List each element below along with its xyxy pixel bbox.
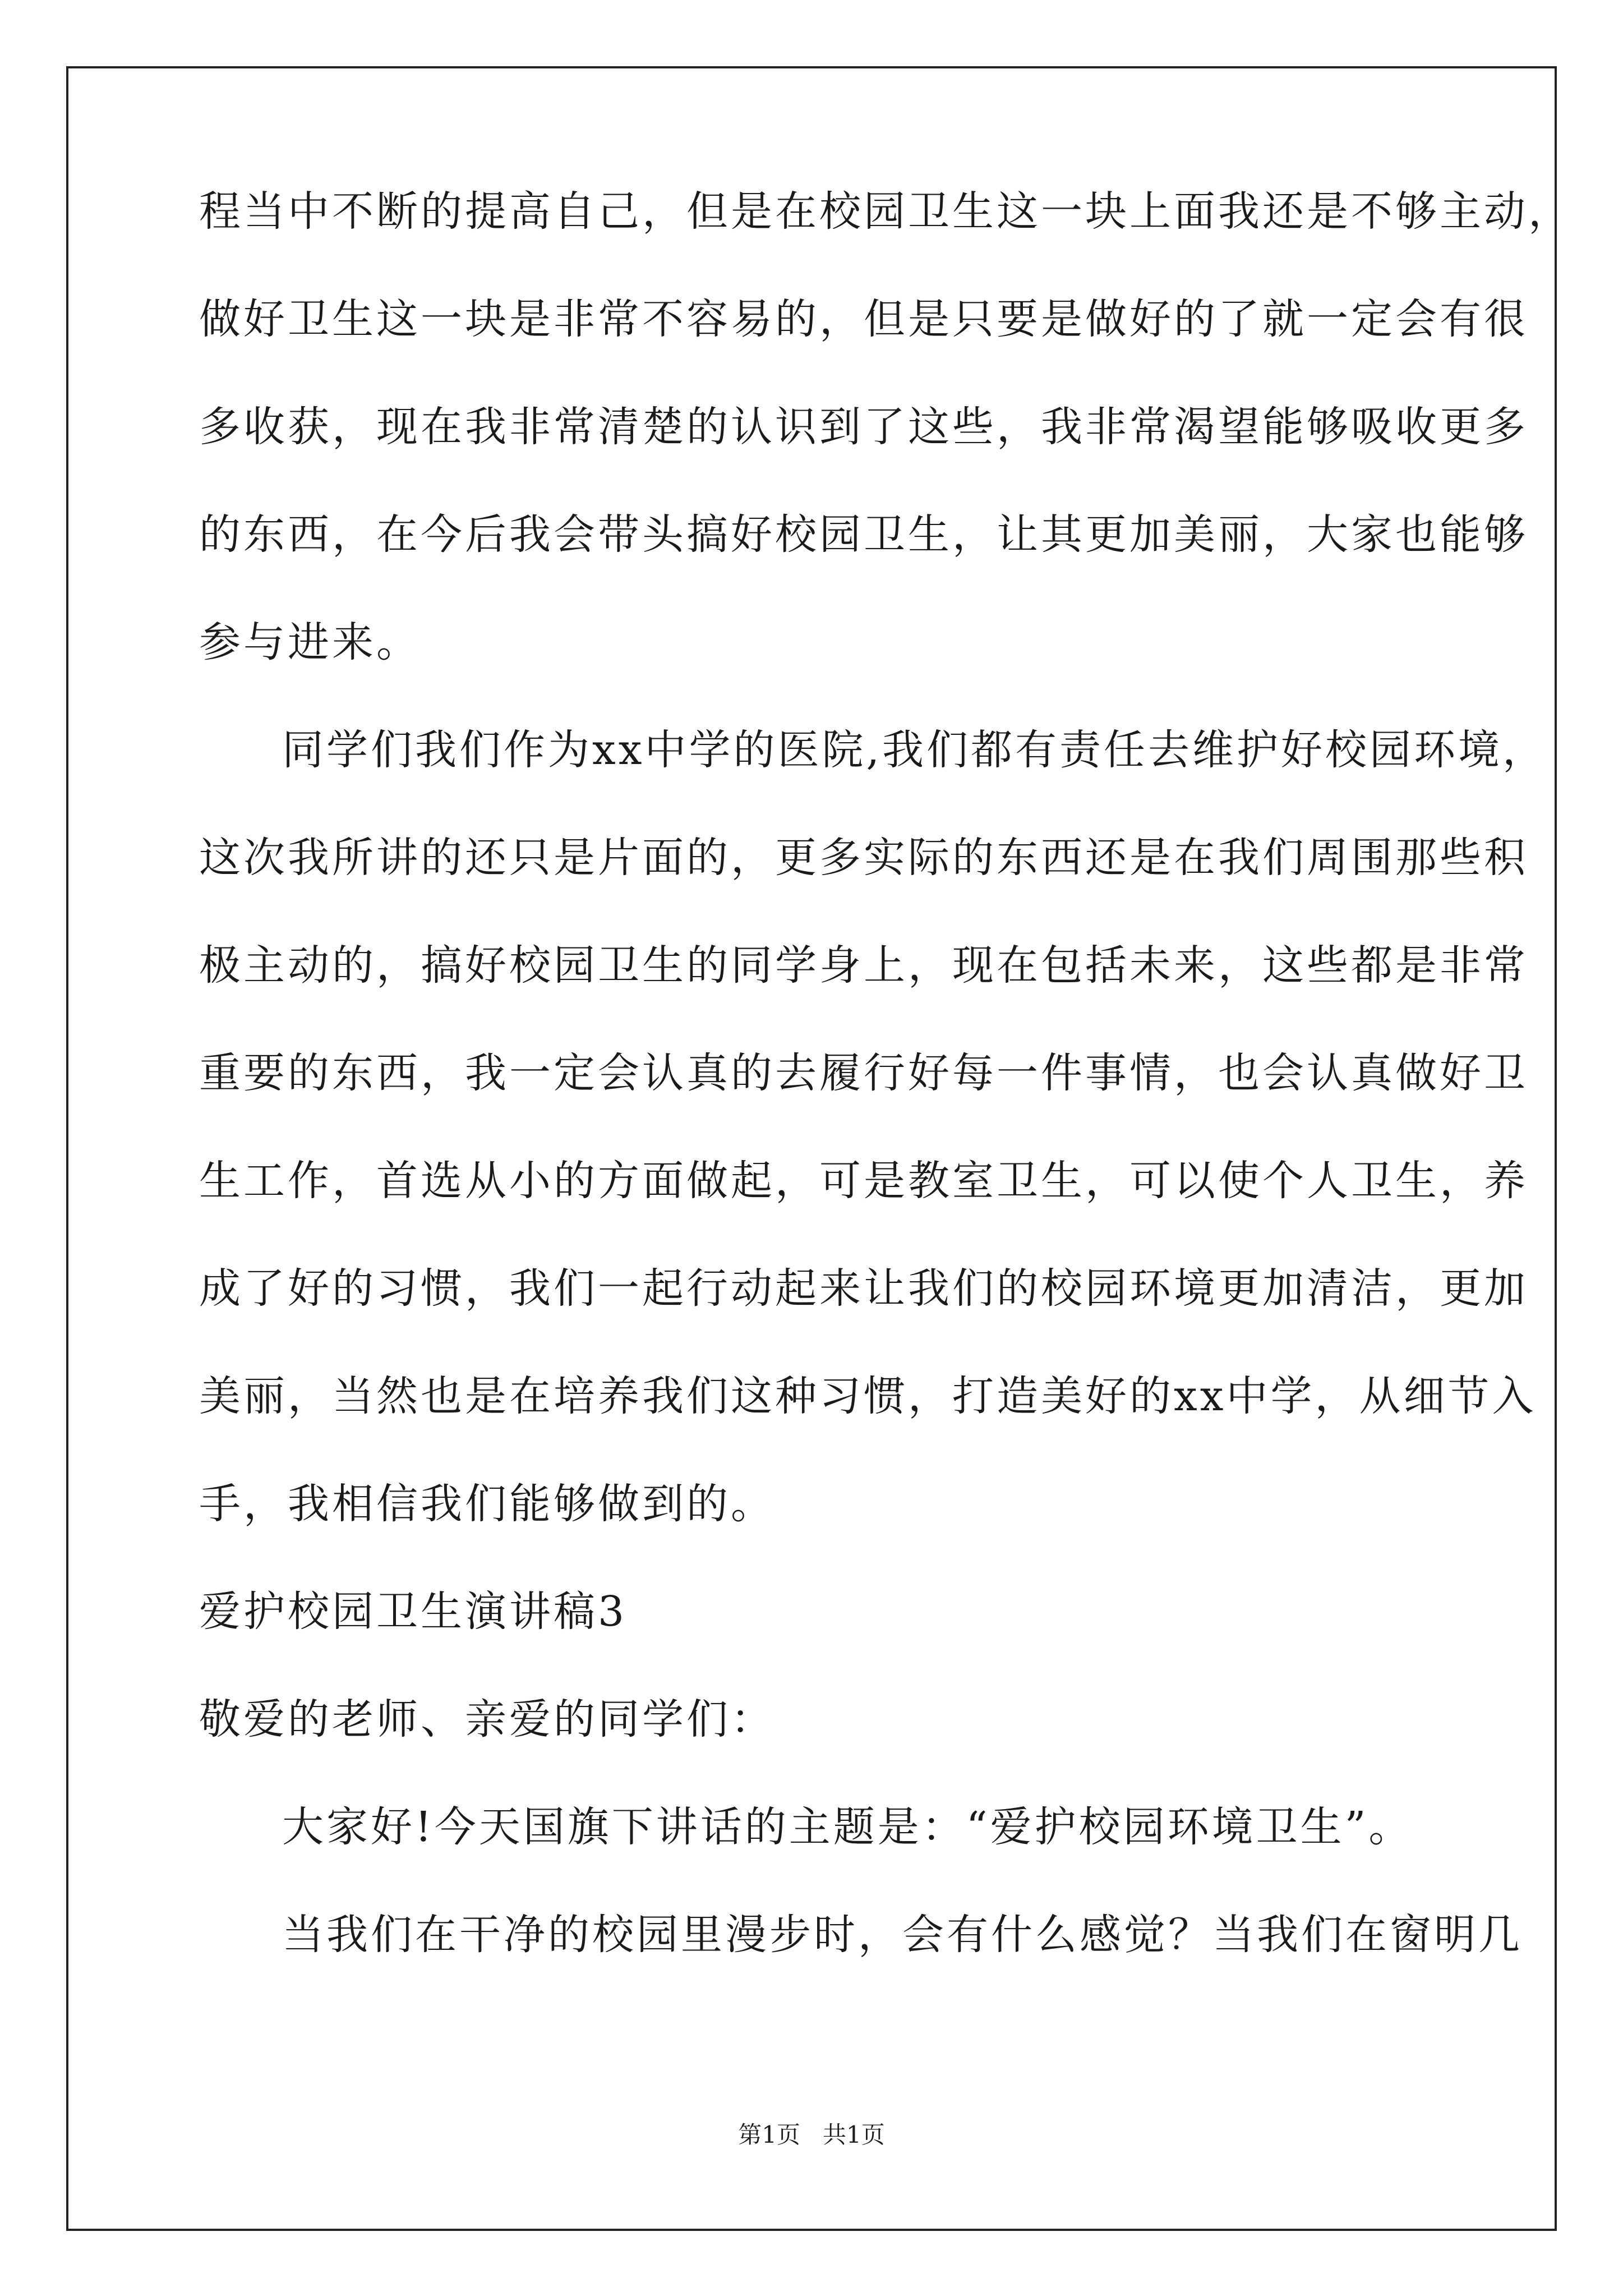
page-border <box>66 66 1557 2231</box>
paragraph-line-13: 手，我相信我们能够做到的。 <box>199 1480 775 1528</box>
paragraph-line-2: 做好卫生这一块是非常不容易的，但是只要是做好的了就一定会有很 <box>199 295 1528 343</box>
salutation: 敬爱的老师、亲爱的同学们： <box>199 1695 775 1743</box>
paragraph-line-12: 美丽，当然也是在培养我们这种习惯，打造美好的xx中学，从细节入 <box>199 1372 1537 1420</box>
paragraph-line-10: 生工作，首选从小的方面做起，可是教室卫生，可以使个人卫生，养 <box>199 1157 1528 1205</box>
paragraph-line-7: 这次我所讲的还只是片面的，更多实际的东西还是在我们周围那些积 <box>199 834 1528 882</box>
paragraph-line-8: 极主动的，搞好校园卫生的同学身上，现在包括未来，这些都是非常 <box>199 941 1528 990</box>
paragraph-line-3: 多收获，现在我非常清楚的认识到了这些，我非常渴望能够吸收更多 <box>199 403 1528 451</box>
paragraph-line-5: 参与进来。 <box>199 618 421 666</box>
paragraph-line-1: 程当中不断的提高自己，但是在校园卫生这一块上面我还是不够主动， <box>199 187 1573 236</box>
section-title: 爱护校园卫生演讲稿3 <box>199 1588 628 1636</box>
page-number-footer: 第1页 共1页 <box>738 2121 885 2148</box>
paragraph-line-17: 当我们在干净的校园里漫步时，会有什么感觉？当我们在窗明几 <box>282 1911 1523 1959</box>
paragraph-line-11: 成了好的习惯，我们一起行动起来让我们的校园环境更加清洁，更加 <box>199 1264 1528 1313</box>
paragraph-line-9: 重要的东西，我一定会认真的去履行好每一件事情，也会认真做好卫 <box>199 1049 1528 1097</box>
paragraph-line-6: 同学们我们作为xx中学的医院,我们都有责任去维护好校园环境， <box>282 726 1547 774</box>
paragraph-line-16: 大家好!今天国旗下讲话的主题是：“爱护校园环境卫生”。 <box>282 1803 1413 1851</box>
paragraph-line-4: 的东西，在今后我会带头搞好校园卫生，让其更加美丽，大家也能够 <box>199 510 1528 559</box>
